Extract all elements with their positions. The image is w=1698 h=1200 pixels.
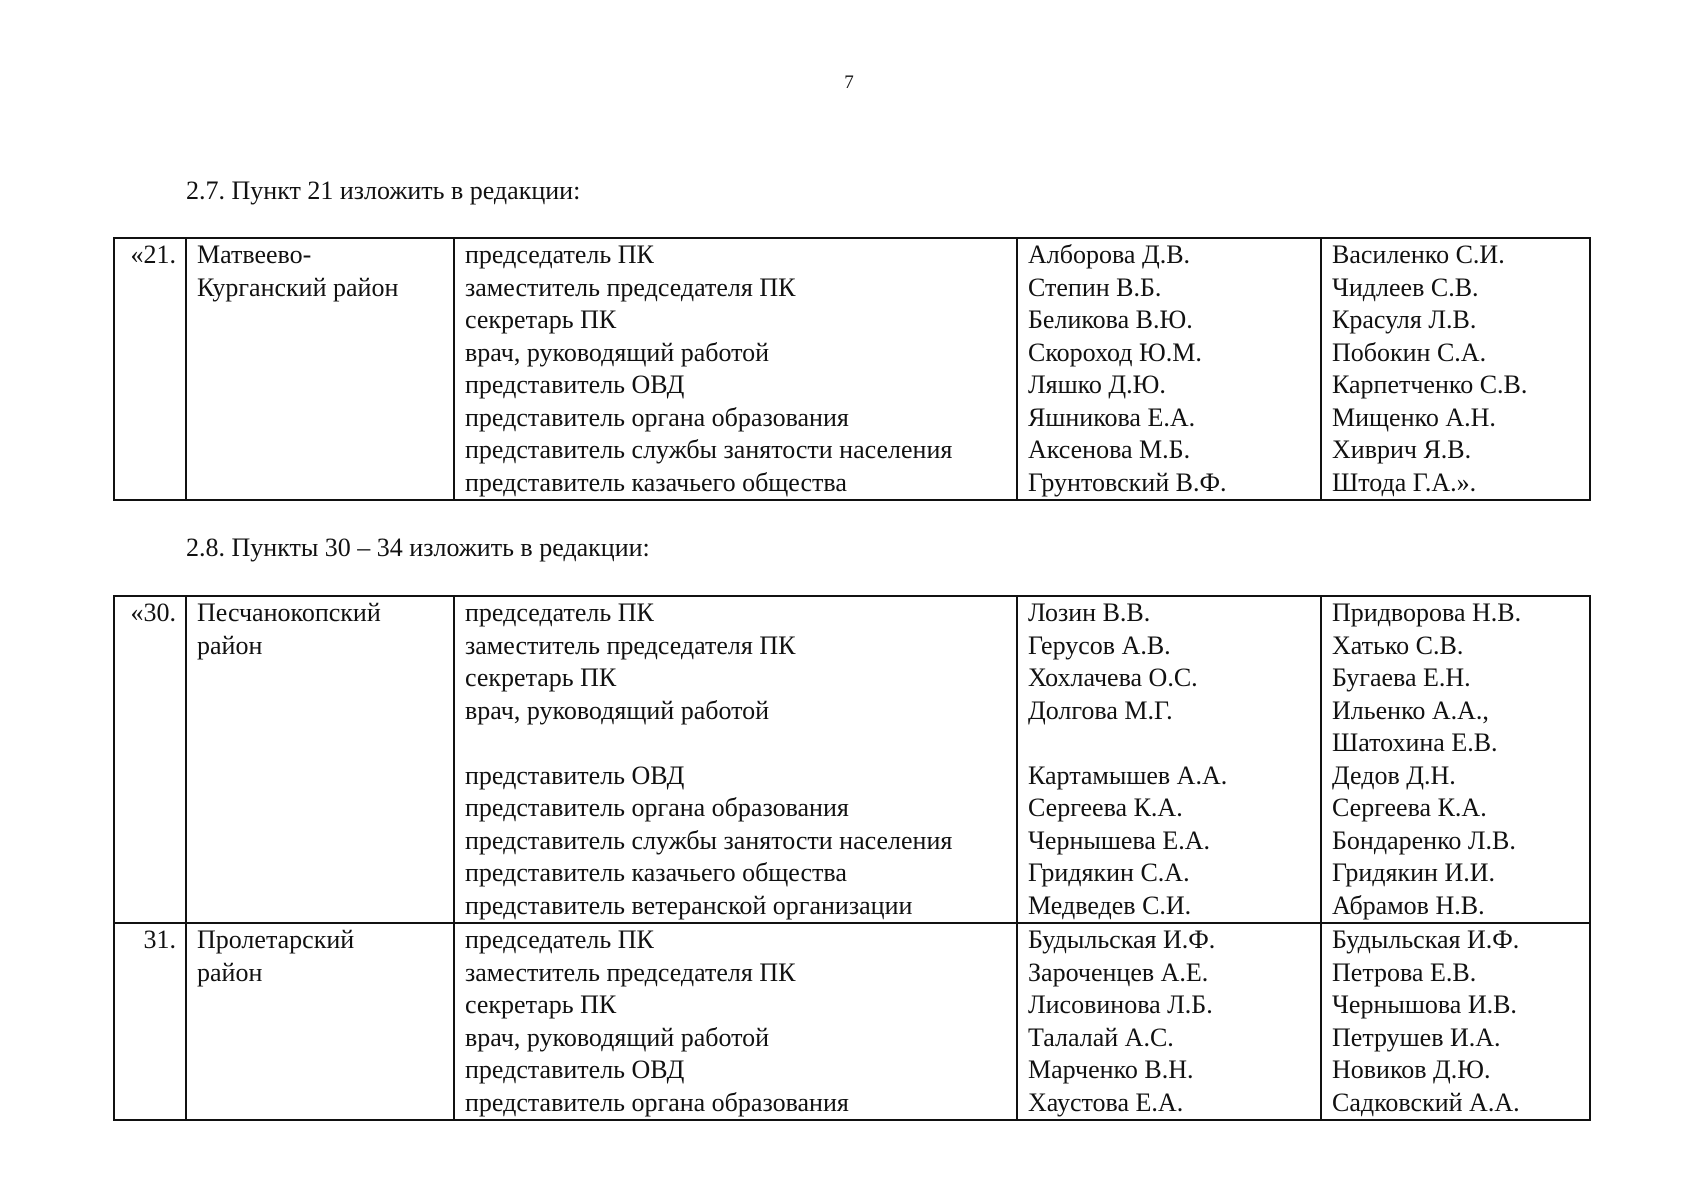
position-title: врач, руководящий работой xyxy=(465,337,770,367)
member-name: Яшникова Е.А. xyxy=(1028,402,1196,432)
reserve-member-name: Ильенко А.А., xyxy=(1332,695,1489,725)
member-name: Марченко В.Н. xyxy=(1028,1055,1194,1084)
reserve-member-name: Василенко С.И. xyxy=(1332,240,1505,269)
member-name: Хаустова Е.А. xyxy=(1028,1087,1184,1117)
position-title: представитель органа образования xyxy=(465,1087,849,1117)
reserve-member-name: Абрамов Н.В. xyxy=(1332,890,1485,920)
table-body xyxy=(114,238,1590,500)
members-cell xyxy=(1017,923,1321,1120)
reserve-member-name: Гридякин И.И. xyxy=(1332,858,1496,887)
position-title: заместитель председателя ПК xyxy=(465,272,796,302)
table-row xyxy=(114,238,1590,500)
member-name: Зароченцев А.Е. xyxy=(1028,957,1209,987)
row-number: «21. xyxy=(114,238,186,500)
position-title: представитель органа образования xyxy=(465,402,849,432)
commission-table-30-34 xyxy=(113,595,1591,1121)
reserves-cell xyxy=(1321,923,1590,1120)
positions-cell xyxy=(454,238,1017,500)
member-name: Сергеева К.А. xyxy=(1028,793,1183,822)
position-title xyxy=(465,727,1006,760)
row-number: 31. xyxy=(114,923,186,1120)
member-name xyxy=(1028,727,1310,760)
reserve-member-name: Петрова Е.В. xyxy=(1332,957,1477,987)
section-heading-2-8: 2.8. Пункты 30 – 34 изложить в редакции: xyxy=(186,533,650,562)
district-cell xyxy=(186,923,454,1120)
position-title: представитель ОВД xyxy=(465,760,685,790)
reserve-member-name: Новиков Д.Ю. xyxy=(1332,1055,1491,1084)
table-row xyxy=(114,923,1590,1120)
position-title: представитель казачьего общества xyxy=(465,858,847,887)
table-row xyxy=(114,596,1590,923)
member-name: Гридякин С.А. xyxy=(1028,858,1190,887)
reserve-member-name: Садковский А.А. xyxy=(1332,1087,1520,1117)
reserve-member-name: Красуля Л.В. xyxy=(1332,305,1477,334)
district-name: район xyxy=(197,630,263,660)
reserve-member-name: Мищенко А.Н. xyxy=(1332,402,1496,432)
district-name: Пролетарский xyxy=(197,925,355,954)
reserve-member-name: Будыльская И.Ф. xyxy=(1332,925,1520,954)
member-name: Лозин В.В. xyxy=(1028,598,1151,627)
member-name: Скороход Ю.М. xyxy=(1028,337,1202,367)
position-title: заместитель председателя ПК xyxy=(465,630,796,660)
member-name: Степин В.Б. xyxy=(1028,272,1162,302)
position-title: секретарь ПК xyxy=(465,990,617,1019)
position-title: председатель ПК xyxy=(465,598,654,627)
position-title: заместитель председателя ПК xyxy=(465,957,796,987)
position-title: секретарь ПК xyxy=(465,663,617,692)
reserve-member-name: Чидлеев С.В. xyxy=(1332,272,1479,302)
position-title: секретарь ПК xyxy=(465,305,617,334)
reserves-cell xyxy=(1321,238,1590,500)
members-cell xyxy=(1017,238,1321,500)
reserve-member-name: Шатохина Е.В. xyxy=(1332,728,1498,757)
position-title: представитель службы занятости населения xyxy=(465,435,953,464)
table-body xyxy=(114,596,1590,1120)
position-title: представитель казачьего общества xyxy=(465,467,847,497)
member-name: Картамышев А.А. xyxy=(1028,760,1228,790)
reserve-member-name: Бондаренко Л.В. xyxy=(1332,825,1516,855)
reserve-member-name: Карпетченко С.В. xyxy=(1332,370,1528,399)
position-title: представитель службы занятости населения xyxy=(465,825,953,855)
reserve-member-name: Сергеева К.А. xyxy=(1332,793,1487,822)
reserve-member-name: Бугаева Е.Н. xyxy=(1332,663,1471,692)
position-title: председатель ПК xyxy=(465,240,654,269)
member-name: Герусов А.В. xyxy=(1028,630,1171,660)
member-name: Грунтовский В.Ф. xyxy=(1028,467,1227,497)
reserve-member-name: Чернышова И.В. xyxy=(1332,990,1517,1019)
reserve-member-name: Хатько С.В. xyxy=(1332,630,1464,660)
position-title: представитель органа образования xyxy=(465,793,849,822)
member-name: Алборова Д.В. xyxy=(1028,240,1191,269)
reserve-member-name: Придворова Н.В. xyxy=(1332,598,1522,627)
member-name: Лисовинова Л.Б. xyxy=(1028,990,1213,1019)
member-name: Ляшко Д.Ю. xyxy=(1028,370,1166,399)
member-name: Талалай А.С. xyxy=(1028,1022,1174,1052)
row-number: «30. xyxy=(114,596,186,923)
member-name: Аксенова М.Б. xyxy=(1028,435,1191,464)
position-title: представитель ОВД xyxy=(465,1055,685,1084)
member-name: Чернышева Е.А. xyxy=(1028,825,1211,855)
position-title: врач, руководящий работой xyxy=(465,1022,770,1052)
reserve-member-name: Штода Г.А.». xyxy=(1332,467,1477,497)
district-name: Курганский район xyxy=(197,272,399,302)
district-name: Матвеево- xyxy=(197,240,312,269)
commission-table-21 xyxy=(113,237,1591,501)
position-title: представитель ветеранской организации xyxy=(465,890,913,920)
reserve-member-name: Хиврич Я.В. xyxy=(1332,435,1472,464)
district-name: Песчанокопский xyxy=(197,598,381,627)
position-title: представитель ОВД xyxy=(465,370,685,399)
page-number: 7 xyxy=(844,72,854,93)
positions-cell xyxy=(454,596,1017,923)
member-name: Медведев С.И. xyxy=(1028,890,1192,920)
section-heading-2-7: 2.7. Пункт 21 изложить в редакции: xyxy=(186,176,581,205)
district-name: район xyxy=(197,957,263,987)
member-name: Хохлачева О.С. xyxy=(1028,663,1198,692)
members-cell xyxy=(1017,596,1321,923)
reserve-member-name: Побокин С.А. xyxy=(1332,337,1487,367)
district-cell xyxy=(186,596,454,923)
member-name: Долгова М.Г. xyxy=(1028,695,1173,725)
position-title: председатель ПК xyxy=(465,925,654,954)
district-cell xyxy=(186,238,454,500)
positions-cell xyxy=(454,923,1017,1120)
reserves-cell xyxy=(1321,596,1590,923)
position-title: врач, руководящий работой xyxy=(465,695,770,725)
member-name: Будыльская И.Ф. xyxy=(1028,925,1216,954)
reserve-member-name: Петрушев И.А. xyxy=(1332,1022,1501,1052)
reserve-member-name: Дедов Д.Н. xyxy=(1332,760,1456,790)
member-name: Беликова В.Ю. xyxy=(1028,305,1193,334)
